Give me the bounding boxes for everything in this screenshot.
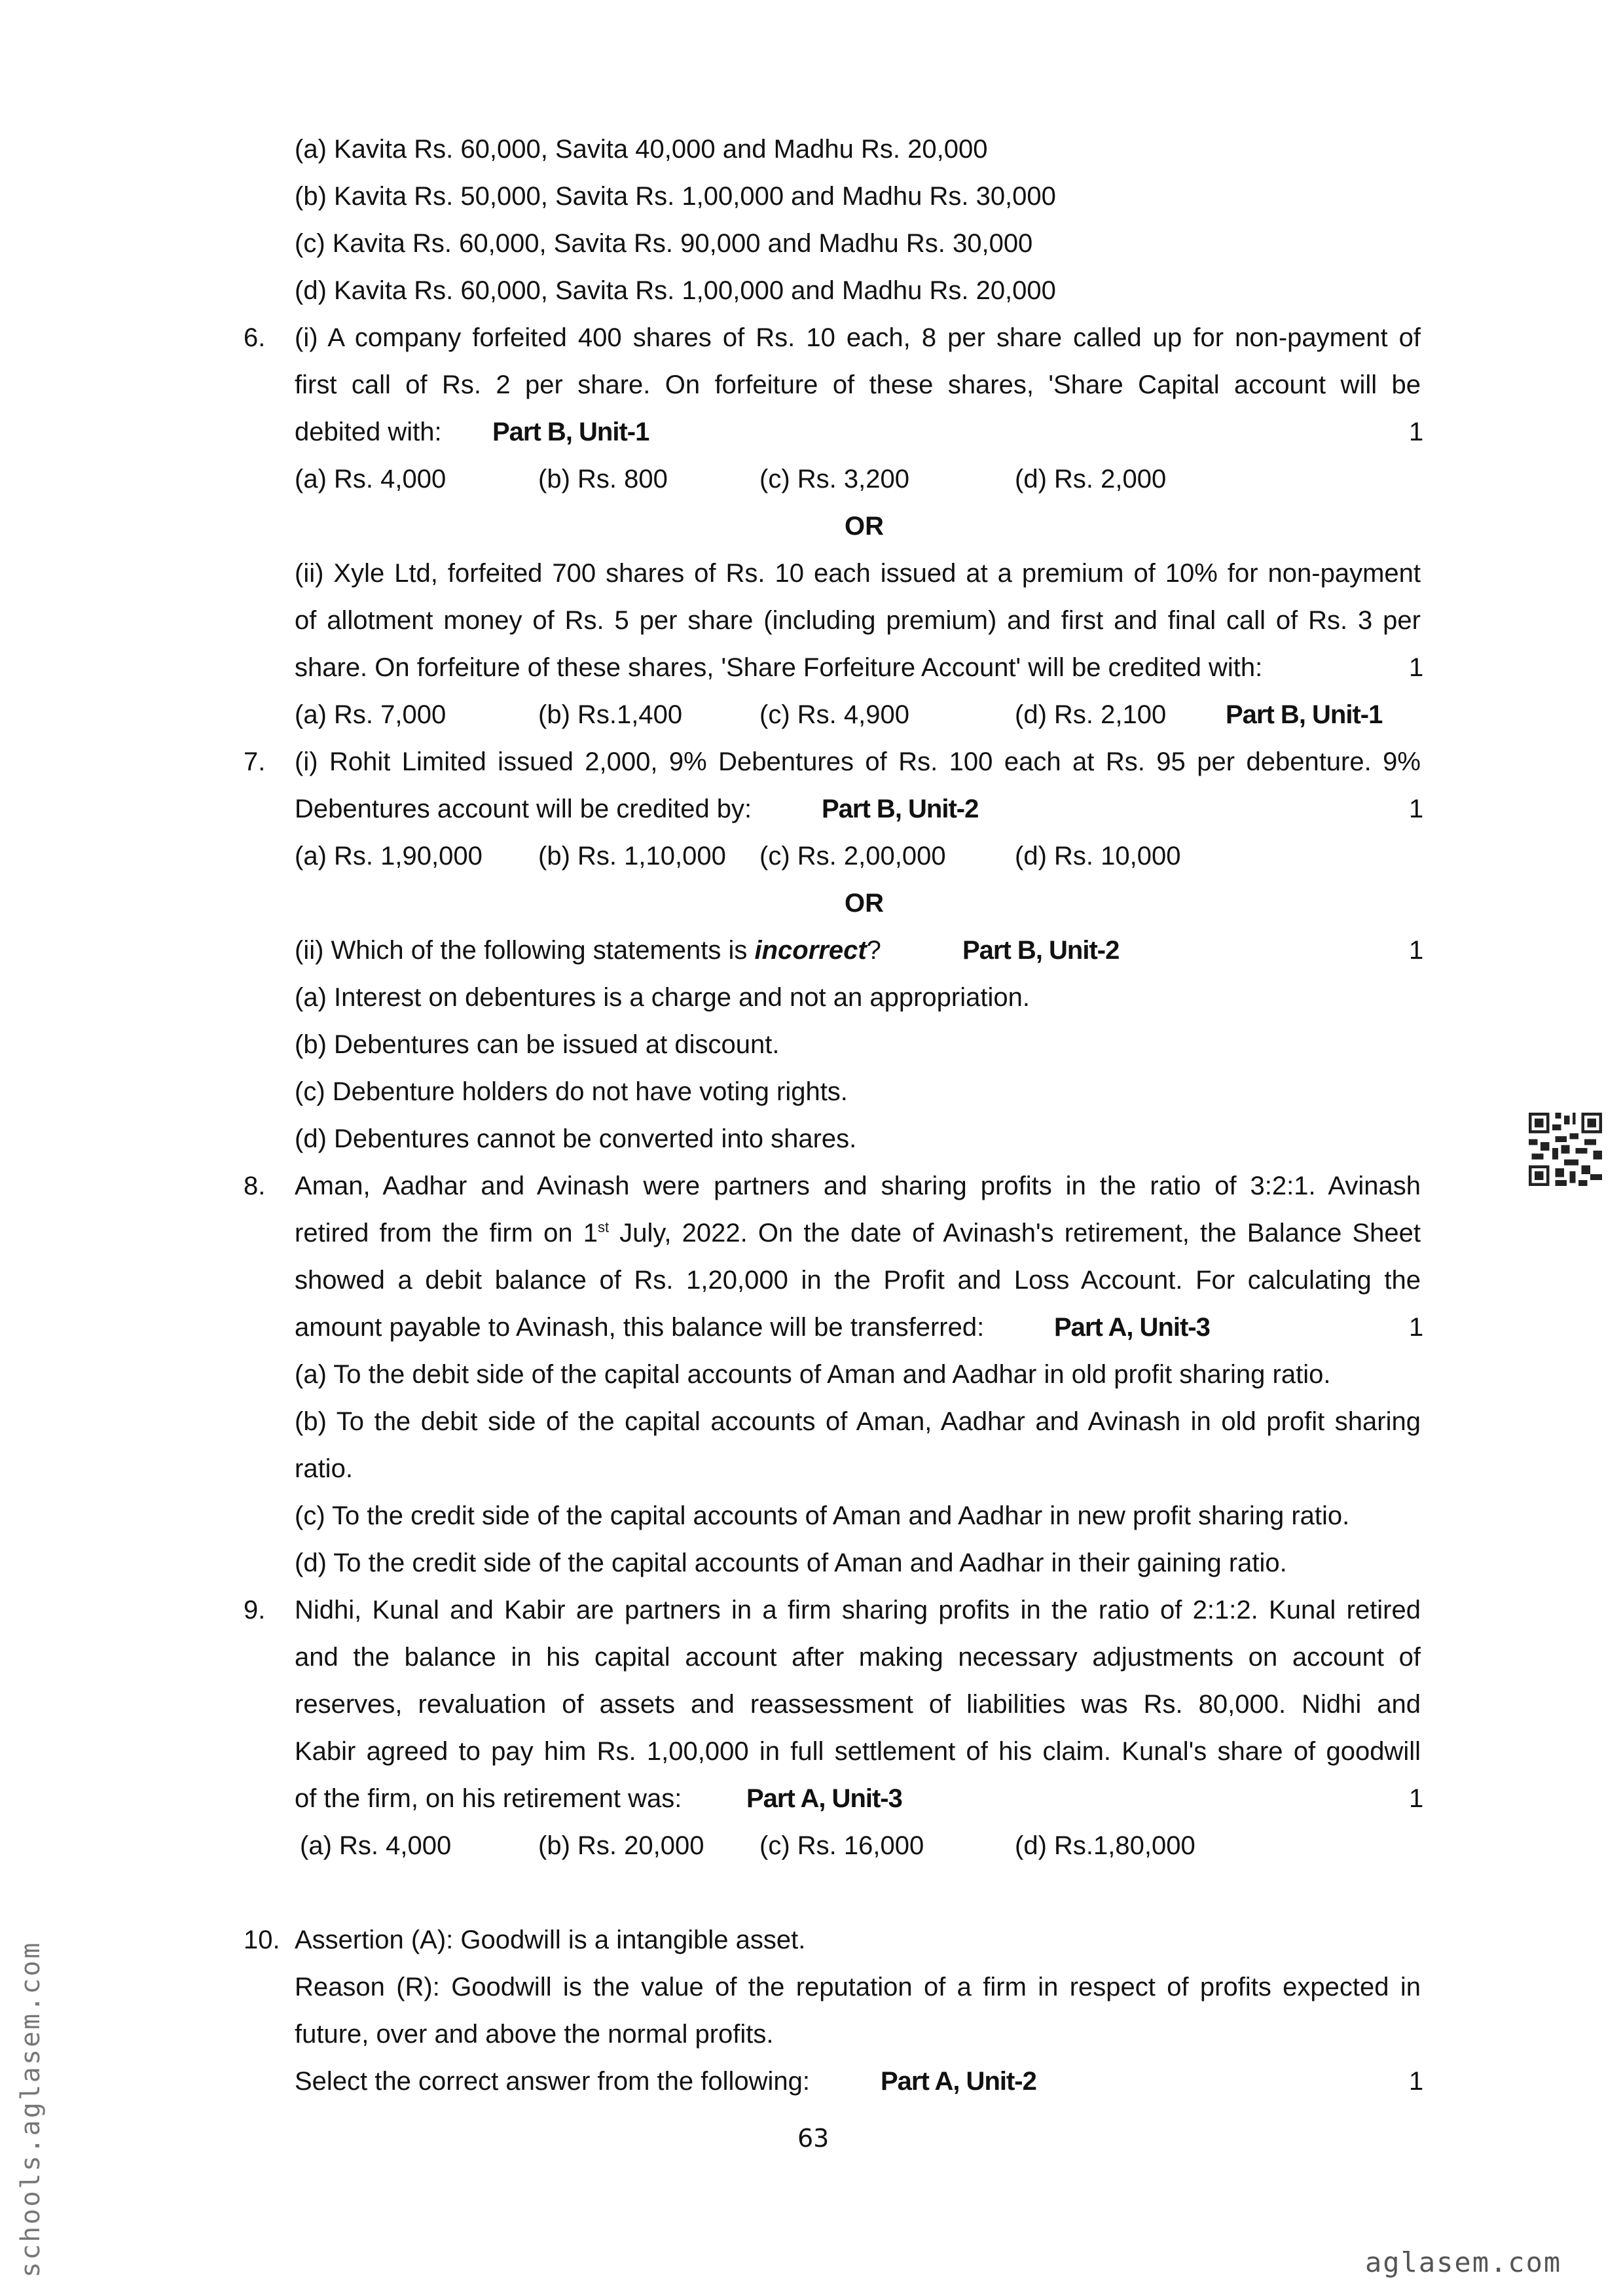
- q6-i-unit-tag: Part B, Unit-1: [492, 418, 649, 446]
- q6-i-option-d: (d) Rs. 2,000: [1015, 465, 1167, 493]
- q9-option-a: (a) Rs. 4,000: [300, 1831, 452, 1860]
- q10-marks: 1: [1409, 2067, 1424, 2096]
- q7-ii-option-c: (c) Debenture holders do not have voting rights.: [295, 1077, 848, 1106]
- q7-i-marks: 1: [1409, 795, 1424, 823]
- q7-ii-prefix: (ii) Which of the following statements is: [295, 936, 755, 965]
- q9-line4: Kabir agreed to pay him Rs. 1,00,000 in full settlement of his claim. Kunal's share of goodwill: [295, 1737, 1421, 1766]
- q7-i-option-b: (b) Rs. 1,10,000: [538, 842, 726, 870]
- q6-ii-line2: of allotment money of Rs. 5 per share (including premium) and first and final call of Rs. 3 per: [295, 606, 1421, 635]
- q7-i-line2: Debentures account will be credited by:: [295, 795, 752, 823]
- q8-option-b: (b) To the debit side of the capital accounts of Aman, Aadhar and Avinash in old profit sharing: [295, 1407, 1421, 1436]
- q8-number: 8.: [244, 1172, 266, 1200]
- q7-ii-suffix: ?: [866, 936, 881, 965]
- q8-line2-post: July, 2022. On the date of Avinash's retirement, the Balance Sheet: [609, 1219, 1421, 1247]
- q9-line5: of the firm, on his retirement was:: [295, 1784, 682, 1813]
- q6-number: 6.: [244, 323, 266, 352]
- q5-option-d: (d) Kavita Rs. 60,000, Savita Rs. 1,00,000 and Madhu Rs. 20,000: [295, 276, 1056, 305]
- q9-unit-tag: Part A, Unit-3: [746, 1784, 902, 1813]
- q6-ii-line1: (ii) Xyle Ltd, forfeited 700 shares of Rs. 10 each issued at a premium of 10% for non-payment: [295, 559, 1421, 588]
- q7-ii-option-a: (a) Interest on debentures is a charge and not an appropriation.: [295, 983, 1030, 1012]
- q7-i-option-c: (c) Rs. 2,00,000: [759, 842, 946, 870]
- q6-ii-line3: share. On forfeiture of these shares, 'Share Forfeiture Account' will be credited with:: [295, 653, 1263, 682]
- q9-option-d: (d) Rs.1,80,000: [1015, 1831, 1195, 1860]
- q8-option-a: (a) To the debit side of the capital accounts of Aman and Aadhar in old profit sharing ratio.: [295, 1360, 1331, 1389]
- q6-i-option-c: (c) Rs. 3,200: [759, 465, 909, 493]
- q6-ii-option-b: (b) Rs.1,400: [538, 700, 683, 729]
- q6-or-divider: OR: [845, 512, 884, 541]
- q6-i-line3: debited with:: [295, 418, 442, 446]
- q6-ii-option-c: (c) Rs. 4,900: [759, 700, 909, 729]
- q7-ii-option-b: (b) Debentures can be issued at discount.: [295, 1030, 780, 1059]
- q8-unit-tag: Part A, Unit-3: [1054, 1313, 1210, 1342]
- q7-i-option-d: (d) Rs. 10,000: [1015, 842, 1181, 870]
- q6-i-line2: first call of Rs. 2 per share. On forfeiture of these shares, 'Share Capital account will be: [295, 370, 1421, 399]
- q10-assertion: Assertion (A): Goodwill is a intangible asset.: [295, 1926, 806, 1954]
- q8-line2: [295, 1217, 1421, 1249]
- q5-option-a: (a) Kavita Rs. 60,000, Savita 40,000 and Madhu Rs. 20,000: [295, 135, 988, 164]
- q7-ii-question: [295, 935, 881, 966]
- side-watermark: schools.aglasem.com: [16, 1941, 46, 2278]
- q10-reason-line1: Reason (R): Goodwill is the value of the reputation of a firm in respect of profits expected in: [295, 1973, 1421, 2001]
- q10-select-prompt: Select the correct answer from the following:: [295, 2067, 811, 2096]
- q6-ii-marks: 1: [1409, 653, 1424, 682]
- q8-option-b-cont: ratio.: [295, 1454, 353, 1483]
- q7-i-option-a: (a) Rs. 1,90,000: [295, 842, 483, 870]
- q6-ii-option-a: (a) Rs. 7,000: [295, 700, 447, 729]
- q7-ii-option-d: (d) Debentures cannot be converted into shares.: [295, 1124, 857, 1153]
- q7-number: 7.: [244, 747, 266, 776]
- q10-reason-line2: future, over and above the normal profits.: [295, 2020, 774, 2049]
- q5-option-c: (c) Kavita Rs. 60,000, Savita Rs. 90,000 and Madhu Rs. 30,000: [295, 229, 1033, 258]
- q6-i-option-a: (a) Rs. 4,000: [295, 465, 447, 493]
- q9-option-c: (c) Rs. 16,000: [759, 1831, 924, 1860]
- q7-or-divider: OR: [845, 889, 884, 918]
- q8-line3: showed a debit balance of Rs. 1,20,000 in the Profit and Loss Account. For calculating the: [295, 1266, 1421, 1295]
- q10-unit-tag: Part A, Unit-2: [881, 2067, 1036, 2096]
- qr-code-icon: [1529, 1113, 1602, 1186]
- q6-ii-option-d: (d) Rs. 2,100: [1015, 700, 1167, 729]
- q5-option-b: (b) Kavita Rs. 50,000, Savita Rs. 1,00,000 and Madhu Rs. 30,000: [295, 182, 1056, 211]
- q9-line2: and the balance in his capital account after making necessary adjustments on account of: [295, 1643, 1421, 1672]
- q9-option-b: (b) Rs. 20,000: [538, 1831, 704, 1860]
- q8-option-c: (c) To the credit side of the capital accounts of Aman and Aadhar in new profit sharing ratio.: [295, 1501, 1350, 1530]
- q7-i-unit-tag: Part B, Unit-2: [822, 795, 979, 823]
- q9-line3: reserves, revaluation of assets and reassessment of liabilities was Rs. 80,000. Nidhi and: [295, 1690, 1421, 1719]
- q8-line2-pre: retired from the firm on 1: [295, 1219, 598, 1247]
- q8-line2-sup: st: [598, 1219, 610, 1236]
- q7-ii-unit-tag: Part B, Unit-2: [962, 936, 1120, 965]
- q10-number: 10.: [244, 1926, 280, 1954]
- corner-watermark: aglasem.com: [1365, 2246, 1562, 2278]
- q8-line4: amount payable to Avinash, this balance will be transferred:: [295, 1313, 985, 1342]
- q7-ii-emphasis: incorrect: [754, 936, 867, 965]
- q6-i-line1: (i) A company forfeited 400 shares of Rs. 10 each, 8 per share called up for non-payment of: [295, 323, 1421, 352]
- q7-ii-marks: 1: [1409, 936, 1424, 965]
- q8-option-d: (d) To the credit side of the capital accounts of Aman and Aadhar in their gaining ratio.: [295, 1549, 1287, 1577]
- q9-marks: 1: [1409, 1784, 1424, 1813]
- q7-i-line1: (i) Rohit Limited issued 2,000, 9% Debentures of Rs. 100 each at Rs. 95 per debenture. 9%: [295, 747, 1421, 776]
- page-number: 63: [797, 2124, 830, 2153]
- q6-i-option-b: (b) Rs. 800: [538, 465, 668, 493]
- q9-number: 9.: [244, 1596, 266, 1624]
- q9-line1: Nidhi, Kunal and Kabir are partners in a firm sharing profits in the ratio of 2:1:2. Kunal retired: [295, 1596, 1421, 1624]
- q8-marks: 1: [1409, 1313, 1424, 1342]
- q6-i-marks: 1: [1409, 418, 1424, 446]
- q6-ii-unit-tag: Part B, Unit-1: [1226, 700, 1383, 729]
- q8-line1: Aman, Aadhar and Avinash were partners and sharing profits in the ratio of 3:2:1. Avinash: [295, 1172, 1421, 1200]
